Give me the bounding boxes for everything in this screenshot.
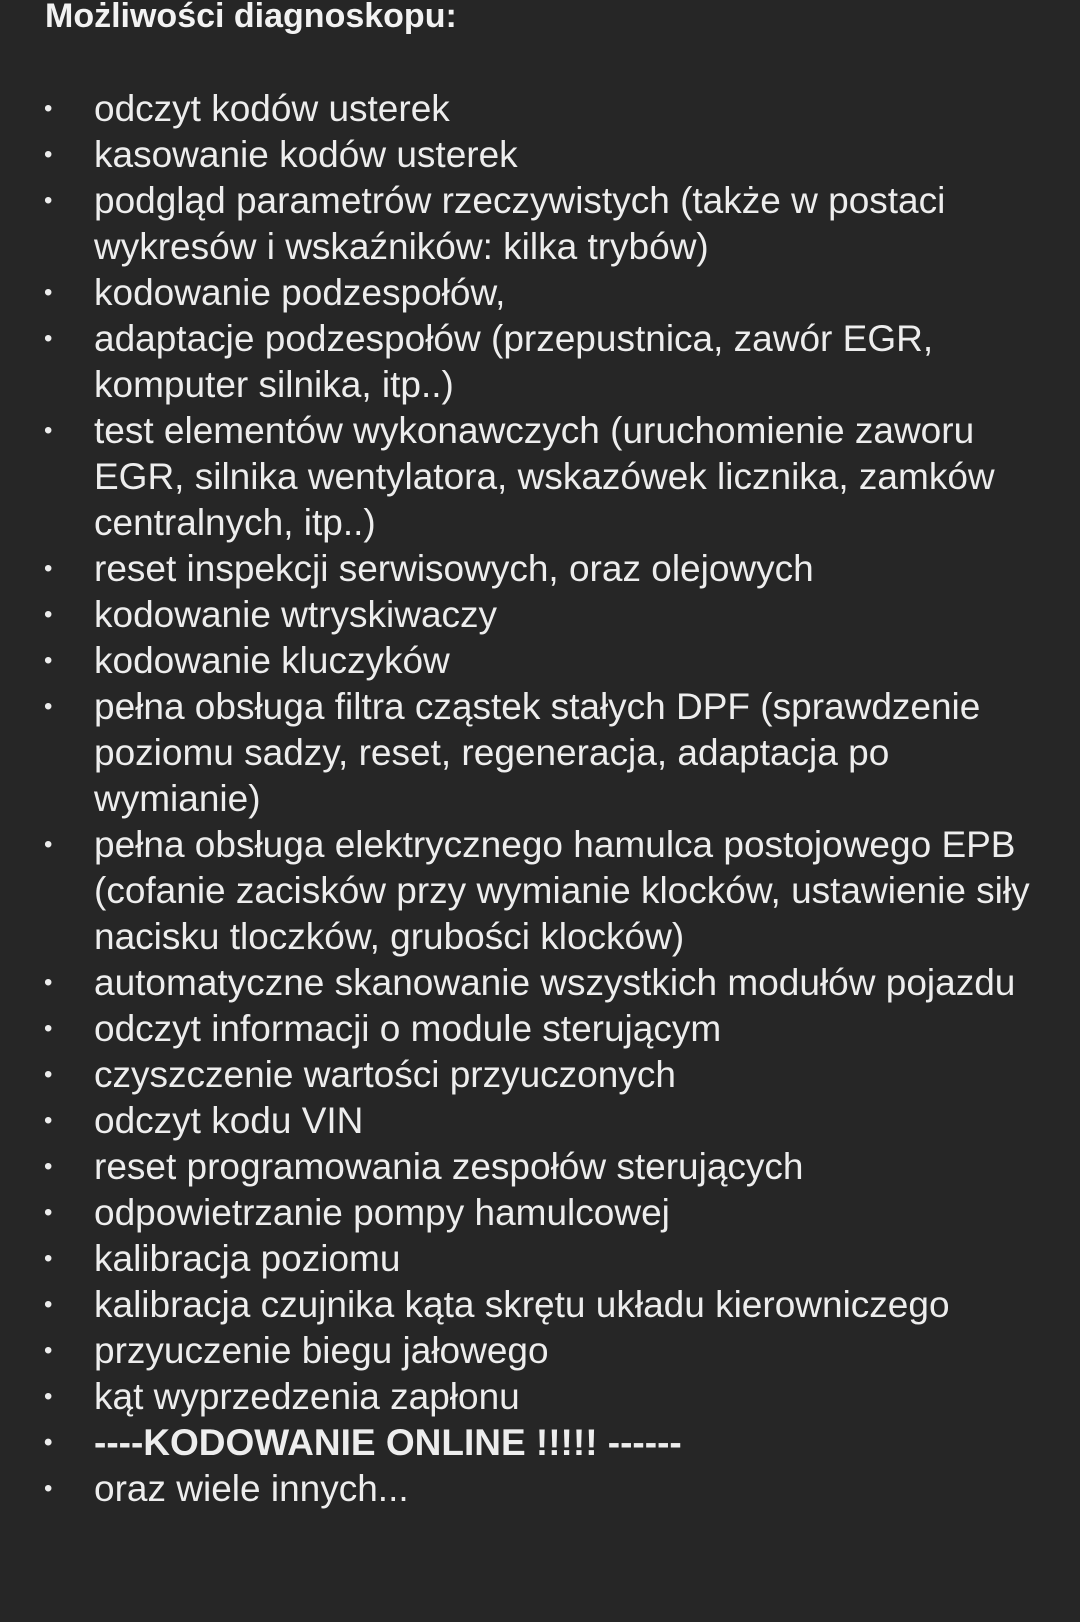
list-item (0, 408, 1080, 546)
list-item (0, 546, 1080, 592)
list-item (0, 1328, 1080, 1374)
bullet-icon: • (44, 417, 53, 444)
list-item-text: reset programowania zespołów sterujących (94, 1146, 804, 1187)
bullet-icon: • (44, 325, 53, 352)
list-item-text: przyuczenie biegu jałowego (94, 1330, 549, 1371)
list-item (0, 132, 1080, 178)
list-item-text: czyszczenie wartości przyuczonych (94, 1054, 676, 1095)
list-item-text: pełna obsługa filtra cząstek stałych DPF (sprawdzenie poziomu sadzy, reset, regeneracja, adaptacja po wymianie) (94, 686, 981, 819)
list-item (0, 1466, 1080, 1512)
feature-list (0, 86, 1080, 1512)
bullet-icon: • (44, 1475, 53, 1502)
list-item (0, 1098, 1080, 1144)
bullet-icon: • (44, 1291, 53, 1318)
bullet-icon: • (44, 647, 53, 674)
bullet-icon: • (44, 187, 53, 214)
list-item (0, 1190, 1080, 1236)
bullet-icon: • (44, 1337, 53, 1364)
list-item-text: kodowanie wtryskiwaczy (94, 594, 498, 635)
bullet-icon: • (44, 279, 53, 306)
list-item-text: kalibracja poziomu (94, 1238, 401, 1279)
list-item (0, 316, 1080, 408)
list-item-text: adaptacje podzespołów (przepustnica, zawór EGR, komputer silnika, itp..) (94, 318, 934, 405)
list-item (0, 1282, 1080, 1328)
bullet-icon: • (44, 1153, 53, 1180)
list-item-text: odczyt informacji o module sterującym (94, 1008, 722, 1049)
list-item-highlight (0, 1420, 1080, 1466)
list-item-text: oraz wiele innych... (94, 1468, 409, 1509)
list-item-text: odczyt kodów usterek (94, 88, 450, 129)
list-item (0, 178, 1080, 270)
page-title: Możliwości diagnoskopu: (45, 0, 457, 35)
bullet-icon: • (44, 1245, 53, 1272)
list-item-text: reset inspekcji serwisowych, oraz olejowych (94, 548, 814, 589)
bullet-icon: • (44, 1383, 53, 1410)
bullet-icon: • (44, 141, 53, 168)
list-item (0, 270, 1080, 316)
list-item-text: odpowietrzanie pompy hamulcowej (94, 1192, 670, 1233)
bullet-icon: • (44, 1199, 53, 1226)
list-item-text: podgląd parametrów rzeczywistych (także w postaci wykresów i wskaźników: kilka trybów) (94, 180, 946, 267)
list-item (0, 1236, 1080, 1282)
list-item (0, 592, 1080, 638)
bullet-icon: • (44, 831, 53, 858)
list-item (0, 86, 1080, 132)
bullet-icon: • (44, 1429, 53, 1456)
bullet-icon: • (44, 95, 53, 122)
bullet-icon: • (44, 601, 53, 628)
list-item-text: kodowanie kluczyków (94, 640, 450, 681)
bullet-icon: • (44, 1015, 53, 1042)
bullet-icon: • (44, 1107, 53, 1134)
bullet-icon: • (44, 693, 53, 720)
list-item-text: odczyt kodu VIN (94, 1100, 364, 1141)
list-item-text: automatyczne skanowanie wszystkich modułów pojazdu (94, 962, 1016, 1003)
list-item-text: kasowanie kodów usterek (94, 134, 518, 175)
list-item-text: kodowanie podzespołów, (94, 272, 506, 313)
bullet-icon: • (44, 555, 53, 582)
list-item (0, 1374, 1080, 1420)
bullet-icon: • (44, 1061, 53, 1088)
list-item (0, 1144, 1080, 1190)
list-item (0, 638, 1080, 684)
list-item (0, 960, 1080, 1006)
list-item-text: kalibracja czujnika kąta skrętu układu kierowniczego (94, 1284, 950, 1325)
list-item (0, 822, 1080, 960)
list-item-text: test elementów wykonawczych (uruchomienie zaworu EGR, silnika wentylatora, wskazówek licznika, zamków centralnych, itp..) (94, 410, 995, 543)
list-item (0, 1006, 1080, 1052)
list-item-text: ----KODOWANIE ONLINE !!!!! ------ (94, 1422, 682, 1463)
list-item-text: pełna obsługa elektrycznego hamulca postojowego EPB (cofanie zacisków przy wymianie klocków, ustawienie siły nacisku tloczków, grubości klocków) (94, 824, 1030, 957)
list-item-text: kąt wyprzedzenia zapłonu (94, 1376, 520, 1417)
bullet-icon: • (44, 969, 53, 996)
list-item (0, 684, 1080, 822)
list-item (0, 1052, 1080, 1098)
